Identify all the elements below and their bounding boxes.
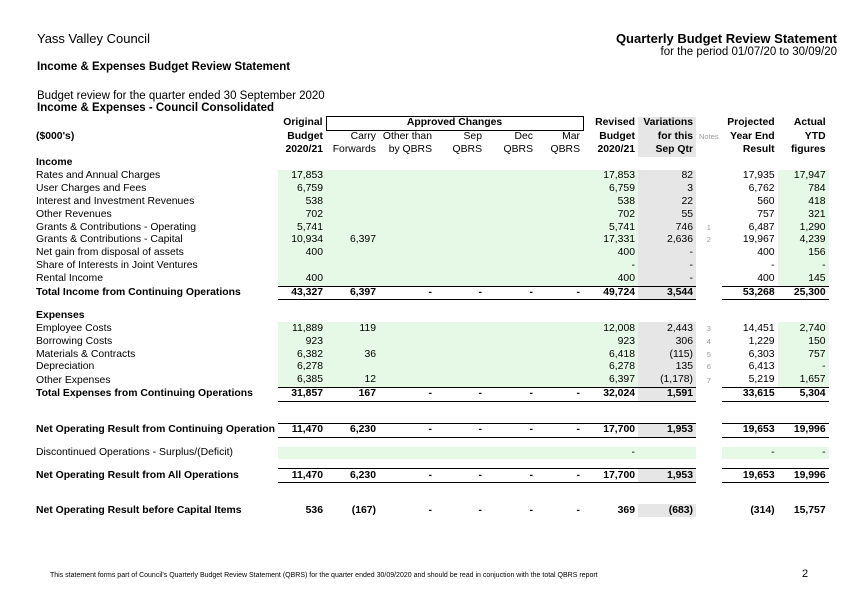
original-cell: 5,741 xyxy=(278,221,326,234)
variation-cell: 135 xyxy=(638,361,696,374)
projected-cell: 757 xyxy=(757,208,775,220)
row-label: Other Expenses xyxy=(36,374,111,386)
mar-cell: - xyxy=(576,504,580,516)
sep-cell xyxy=(435,260,485,273)
note-cell: 5 xyxy=(706,349,711,359)
mar-cell xyxy=(536,361,583,374)
income-total-row xyxy=(34,286,829,300)
projected-cell: 1,229 xyxy=(748,335,775,347)
net-before-capital-row xyxy=(34,504,829,517)
actual-cell: 1,290 xyxy=(778,221,829,234)
review-line: Budget review for the quarter ended 30 September 2020 xyxy=(37,90,325,102)
original-header: Original xyxy=(283,117,323,129)
note-cell xyxy=(696,447,722,460)
mar-cell xyxy=(536,260,583,273)
other-cell xyxy=(379,221,435,234)
sep-cell xyxy=(435,182,485,195)
revised-header: Revised xyxy=(595,117,635,129)
header-row-2: ($000's) Budget Carry Other than Sep Dec Mar Budget for this Notes Year End YTD xyxy=(36,131,826,143)
actual-cell: 150 xyxy=(778,335,829,348)
sep-cell xyxy=(435,170,485,183)
carry-cell xyxy=(326,273,379,286)
carry-cell: 167 xyxy=(326,387,379,401)
income-row xyxy=(34,234,829,247)
projected-cell: 560 xyxy=(757,195,775,207)
actual-cell: 321 xyxy=(778,208,829,221)
note-cell: 2 xyxy=(706,235,711,245)
expense-row xyxy=(34,374,829,387)
dec-cell xyxy=(485,182,536,195)
projected-cell: 400 xyxy=(757,273,775,285)
section-title: Income & Expenses Budget Review Statement xyxy=(37,61,291,73)
original-cell: 10,934 xyxy=(278,234,326,247)
projected-cell: 6,303 xyxy=(748,348,775,360)
original-cell: 6,759 xyxy=(278,182,326,195)
row-label: Net Operating Result before Capital Items xyxy=(36,504,242,516)
actual-cell: 1,657 xyxy=(778,374,829,387)
actual-cell: 19,996 xyxy=(778,423,829,437)
other-cell: - xyxy=(379,387,435,401)
dec-cell: - xyxy=(529,504,533,516)
note-cell xyxy=(696,195,722,208)
income-total xyxy=(34,286,829,300)
other-cell xyxy=(379,322,435,335)
original-cell xyxy=(278,447,326,460)
dec-cell xyxy=(485,195,536,208)
carry-cell xyxy=(326,208,379,221)
variation-cell: 3,544 xyxy=(638,286,696,300)
row-label: Total Income from Continuing Operations xyxy=(36,287,241,299)
row-label: Share of Interests in Joint Ventures xyxy=(36,260,198,272)
projected-cell: 19,653 xyxy=(722,423,778,437)
row-label: Net Operating Result from Continuing Operation xyxy=(36,424,275,436)
expense-row xyxy=(34,322,829,335)
carry-cell xyxy=(326,170,379,183)
income-row xyxy=(34,182,829,195)
sep-cell xyxy=(435,234,485,247)
row-label: Materials & Contracts xyxy=(36,348,136,360)
sep-cell: - xyxy=(435,469,485,483)
mar-cell xyxy=(536,374,583,387)
original-cell: 31,857 xyxy=(278,387,326,401)
expense-total xyxy=(34,387,829,401)
projected-cell: 19,967 xyxy=(742,234,775,246)
note-cell xyxy=(696,504,722,517)
carry-header: Carry xyxy=(350,131,376,143)
revised-cell: 49,724 xyxy=(583,286,638,300)
income-row xyxy=(34,208,829,221)
carry-cell xyxy=(326,447,379,460)
expenses-heading: Expenses xyxy=(36,309,85,321)
note-cell xyxy=(696,260,722,273)
row-label: Rates and Annual Charges xyxy=(36,170,161,181)
projected-cell: 6,762 xyxy=(748,182,775,194)
projected-cell: 6,413 xyxy=(748,361,775,373)
mar-cell xyxy=(536,348,583,361)
row-label: Interest and Investment Revenues xyxy=(36,195,195,207)
carry-cell: 6,397 xyxy=(326,286,379,300)
actual-cell: 15,757 xyxy=(793,504,826,516)
original-cell: 702 xyxy=(278,208,326,221)
other-cell: - xyxy=(428,504,432,516)
note-cell xyxy=(696,469,722,483)
other-cell xyxy=(379,348,435,361)
projected-cell: 33,615 xyxy=(722,387,778,401)
row-label: Total Expenses from Continuing Operations xyxy=(36,388,253,400)
projected-cell: 19,653 xyxy=(722,469,778,483)
variations-header: Variations xyxy=(638,117,696,131)
income-rows xyxy=(34,170,829,287)
income-row xyxy=(34,260,829,273)
expense-total-row xyxy=(34,387,829,401)
dec-cell: - xyxy=(485,387,536,401)
revised-cell: 17,331 xyxy=(583,234,638,247)
projected-cell: 6,487 xyxy=(748,221,775,233)
actual-cell: 4,239 xyxy=(778,234,829,247)
header-row-1 xyxy=(34,117,829,131)
projected-cell: 400 xyxy=(757,247,775,259)
variation-cell: 2,443 xyxy=(638,322,696,335)
actual-cell: 757 xyxy=(778,348,829,361)
row-label: Grants & Contributions - Capital xyxy=(36,234,183,246)
mar-cell xyxy=(536,273,583,286)
note-cell xyxy=(696,247,722,260)
revised-cell: 17,700 xyxy=(583,469,638,483)
net-continuing-row xyxy=(34,423,829,437)
sep-cell xyxy=(435,335,485,348)
income-heading-row xyxy=(34,157,829,170)
dec-cell xyxy=(485,170,536,183)
sep-header: Sep xyxy=(463,131,482,143)
actual-cell: 19,996 xyxy=(778,469,829,483)
revised-cell: 369 xyxy=(617,504,635,516)
sep-cell: - xyxy=(435,387,485,401)
note-cell xyxy=(696,286,722,300)
variation-cell: 2,636 xyxy=(638,234,696,247)
projected-cell: 14,451 xyxy=(742,322,775,334)
variation-cell: 3 xyxy=(638,182,696,195)
net-continuing xyxy=(34,423,829,437)
revised-cell: 6,759 xyxy=(583,182,638,195)
other-cell xyxy=(379,195,435,208)
mar-cell: - xyxy=(536,387,583,401)
expense-row xyxy=(34,348,829,361)
mar-cell xyxy=(536,182,583,195)
projected-cell: - xyxy=(722,447,778,460)
note-cell: 3 xyxy=(706,323,711,333)
sep-cell xyxy=(435,322,485,335)
revised-cell: 6,397 xyxy=(583,374,638,387)
actual-cell: 156 xyxy=(778,247,829,260)
dec-cell: - xyxy=(485,423,536,437)
note-cell xyxy=(696,182,722,195)
discontinued xyxy=(34,447,829,460)
net-all xyxy=(34,469,829,483)
variation-cell: - xyxy=(638,260,696,273)
revised-cell: 923 xyxy=(583,335,638,348)
discontinued-row xyxy=(34,447,829,460)
note-cell: 4 xyxy=(706,336,711,346)
carry-cell xyxy=(326,195,379,208)
other-cell xyxy=(379,260,435,273)
original-cell: 6,382 xyxy=(278,348,326,361)
carry-cell xyxy=(326,361,379,374)
variation-cell: 1,953 xyxy=(638,423,696,437)
original-cell: 11,470 xyxy=(278,423,326,437)
revised-cell: 6,418 xyxy=(583,348,638,361)
other-cell xyxy=(379,374,435,387)
other-cell xyxy=(379,447,435,460)
mar-cell xyxy=(536,247,583,260)
original-cell: 43,327 xyxy=(278,286,326,300)
carry-cell: 119 xyxy=(326,322,379,335)
mar-cell: - xyxy=(536,286,583,300)
actual-cell: - xyxy=(778,447,829,460)
sep-cell: - xyxy=(435,423,485,437)
projected-cell: 5,219 xyxy=(748,374,775,386)
projected-header: Projected xyxy=(727,117,775,129)
variation-cell: 22 xyxy=(638,195,696,208)
variation-cell: 55 xyxy=(638,208,696,221)
row-label: Grants & Contributions - Operating xyxy=(36,221,196,233)
revised-cell: 12,008 xyxy=(583,322,638,335)
sep-cell xyxy=(435,374,485,387)
actual-cell: 17,947 xyxy=(778,170,829,183)
note-cell xyxy=(696,387,722,401)
original-cell: 400 xyxy=(278,247,326,260)
actual-cell: 2,740 xyxy=(778,322,829,335)
consolidated-title: Income & Expenses - Council Consolidated xyxy=(37,102,275,114)
mar-cell xyxy=(536,195,583,208)
row-label: Net gain from disposal of assets xyxy=(36,247,184,259)
revised-cell: 17,700 xyxy=(583,423,638,437)
projected-cell: 17,935 xyxy=(742,170,775,181)
carry-cell xyxy=(326,260,379,273)
sep-cell xyxy=(435,361,485,374)
income-row xyxy=(34,195,829,208)
original-cell: 6,278 xyxy=(278,361,326,374)
approved-changes-header: Approved Changes xyxy=(326,117,583,131)
sep-cell: - xyxy=(478,504,482,516)
note-cell: 6 xyxy=(706,362,711,372)
income-heading: Income xyxy=(36,157,73,169)
variation-cell: 1,591 xyxy=(638,387,696,401)
income-row xyxy=(34,221,829,234)
dec-cell xyxy=(485,273,536,286)
actual-cell: - xyxy=(778,361,829,374)
carry-cell: 6,397 xyxy=(326,234,379,247)
carry-cell: (167) xyxy=(351,504,376,516)
carry-cell xyxy=(326,182,379,195)
actual-cell: 418 xyxy=(778,195,829,208)
expense-rows xyxy=(34,322,829,387)
expenses-heading-row xyxy=(34,309,829,322)
period-text: for the period 01/07/20 to 30/09/20 xyxy=(660,46,837,58)
actual-cell: 145 xyxy=(778,273,829,286)
council-name: Yass Valley Council xyxy=(37,31,150,46)
original-cell: 538 xyxy=(278,195,326,208)
sep-cell xyxy=(435,208,485,221)
other-cell xyxy=(379,170,435,183)
dec-cell xyxy=(485,361,536,374)
row-label: Borrowing Costs xyxy=(36,335,113,347)
budget-table xyxy=(34,116,829,517)
income-row xyxy=(34,247,829,260)
net-all-row xyxy=(34,469,829,483)
mar-cell xyxy=(536,335,583,348)
mar-cell xyxy=(536,221,583,234)
carry-cell: 6,230 xyxy=(326,469,379,483)
sep-cell xyxy=(435,221,485,234)
projected-cell: (314) xyxy=(750,504,775,516)
revised-cell: 6,278 xyxy=(583,361,638,374)
other-cell: - xyxy=(379,286,435,300)
mar-cell xyxy=(536,322,583,335)
original-cell: 11,889 xyxy=(278,322,326,335)
income-row xyxy=(34,273,829,286)
sep-cell: - xyxy=(435,286,485,300)
mar-header: Mar xyxy=(562,131,580,143)
expense-row xyxy=(34,361,829,374)
dec-cell xyxy=(485,348,536,361)
mar-cell xyxy=(536,447,583,460)
variation-cell: (115) xyxy=(638,348,696,361)
mar-cell: - xyxy=(536,469,583,483)
projected-cell: 53,268 xyxy=(722,286,778,300)
other-cell xyxy=(379,247,435,260)
original-cell: 6,385 xyxy=(278,374,326,387)
other-cell xyxy=(379,335,435,348)
carry-cell xyxy=(326,247,379,260)
variation-cell: (683) xyxy=(638,504,696,517)
revised-cell: 702 xyxy=(583,208,638,221)
mar-cell xyxy=(536,170,583,183)
dec-cell xyxy=(485,234,536,247)
sep-cell xyxy=(435,348,485,361)
dec-cell xyxy=(485,260,536,273)
actual-header: Actual xyxy=(793,117,826,129)
revised-cell: 400 xyxy=(583,247,638,260)
carry-cell: 6,230 xyxy=(326,423,379,437)
revised-cell: 400 xyxy=(583,273,638,286)
revised-cell: - xyxy=(583,447,638,460)
variation-cell: - xyxy=(638,273,696,286)
variation-cell: 746 xyxy=(638,221,696,234)
sep-cell xyxy=(435,273,485,286)
other-header: Other than xyxy=(382,131,432,143)
dec-cell xyxy=(485,322,536,335)
actual-cell: 25,300 xyxy=(778,286,829,300)
revised-cell: 538 xyxy=(583,195,638,208)
dec-cell xyxy=(485,335,536,348)
variation-cell: 82 xyxy=(638,170,696,183)
sep-cell xyxy=(435,195,485,208)
row-label: Other Revenues xyxy=(36,208,112,220)
projected-cell: - xyxy=(771,260,775,272)
other-cell xyxy=(379,273,435,286)
row-label: User Charges and Fees xyxy=(36,182,147,194)
row-label: Net Operating Result from All Operations xyxy=(36,469,239,481)
revised-cell: - xyxy=(583,260,638,273)
units-label: ($000's) xyxy=(36,131,75,143)
row-label: Employee Costs xyxy=(36,322,112,334)
note-cell: 7 xyxy=(706,375,711,385)
actual-cell: 784 xyxy=(778,182,829,195)
dec-cell: - xyxy=(485,469,536,483)
statement-title: Quarterly Budget Review Statement xyxy=(615,31,837,46)
dec-cell xyxy=(485,221,536,234)
original-cell: 17,853 xyxy=(278,170,326,183)
carry-cell: 12 xyxy=(326,374,379,387)
carry-cell xyxy=(326,221,379,234)
original-cell: 923 xyxy=(278,335,326,348)
dec-cell: - xyxy=(485,286,536,300)
other-cell xyxy=(379,208,435,221)
row-label: Rental Income xyxy=(36,273,103,285)
income-row xyxy=(34,170,829,183)
note-cell xyxy=(696,273,722,286)
dec-cell xyxy=(485,374,536,387)
dec-header: Dec xyxy=(514,131,533,143)
other-cell xyxy=(379,361,435,374)
note-cell: 1 xyxy=(706,222,711,232)
mar-cell xyxy=(536,234,583,247)
other-cell: - xyxy=(379,469,435,483)
revised-cell: 32,024 xyxy=(583,387,638,401)
dec-cell xyxy=(485,247,536,260)
actual-cell: 5,304 xyxy=(778,387,829,401)
header-row-3: 2020/21 Forwards by QBRS QBRS QBRS QBRS 2020/21 Sep Qtr Result figures xyxy=(285,144,826,156)
note-cell xyxy=(696,170,722,183)
actual-cell: - xyxy=(778,260,829,273)
row-label: Discontinued Operations - Surplus/(Deficit) xyxy=(36,447,233,459)
variation-cell: (1,178) xyxy=(638,374,696,387)
original-cell xyxy=(278,260,326,273)
expense-row xyxy=(34,335,829,348)
footer-note: This statement forms part of Council's Quarterly Budget Review Statement (QBRS) for the quarter ended 30/09/2020 and should be read in conjuction with the total QBRS report xyxy=(50,572,598,579)
note-cell xyxy=(696,208,722,221)
sep-cell xyxy=(435,247,485,260)
revised-cell: 17,853 xyxy=(583,170,638,183)
original-cell: 536 xyxy=(305,504,323,516)
notes-header: Notes xyxy=(699,132,719,142)
other-cell: - xyxy=(379,423,435,437)
original-cell: 400 xyxy=(278,273,326,286)
carry-cell xyxy=(326,335,379,348)
sep-cell xyxy=(435,447,485,460)
row-label: Depreciation xyxy=(36,361,95,373)
variation-cell: - xyxy=(638,247,696,260)
page-number: 2 xyxy=(802,568,809,580)
original-cell: 11,470 xyxy=(278,469,326,483)
dec-cell xyxy=(485,208,536,221)
note-cell xyxy=(696,423,722,437)
dec-cell xyxy=(485,447,536,460)
variation-cell: 306 xyxy=(638,335,696,348)
revised-cell: 5,741 xyxy=(583,221,638,234)
other-cell xyxy=(379,182,435,195)
other-cell xyxy=(379,234,435,247)
carry-cell: 36 xyxy=(326,348,379,361)
variation-cell xyxy=(638,447,696,460)
variation-cell: 1,953 xyxy=(638,469,696,483)
mar-cell xyxy=(536,208,583,221)
mar-cell: - xyxy=(536,423,583,437)
net-before-capital xyxy=(34,504,829,517)
